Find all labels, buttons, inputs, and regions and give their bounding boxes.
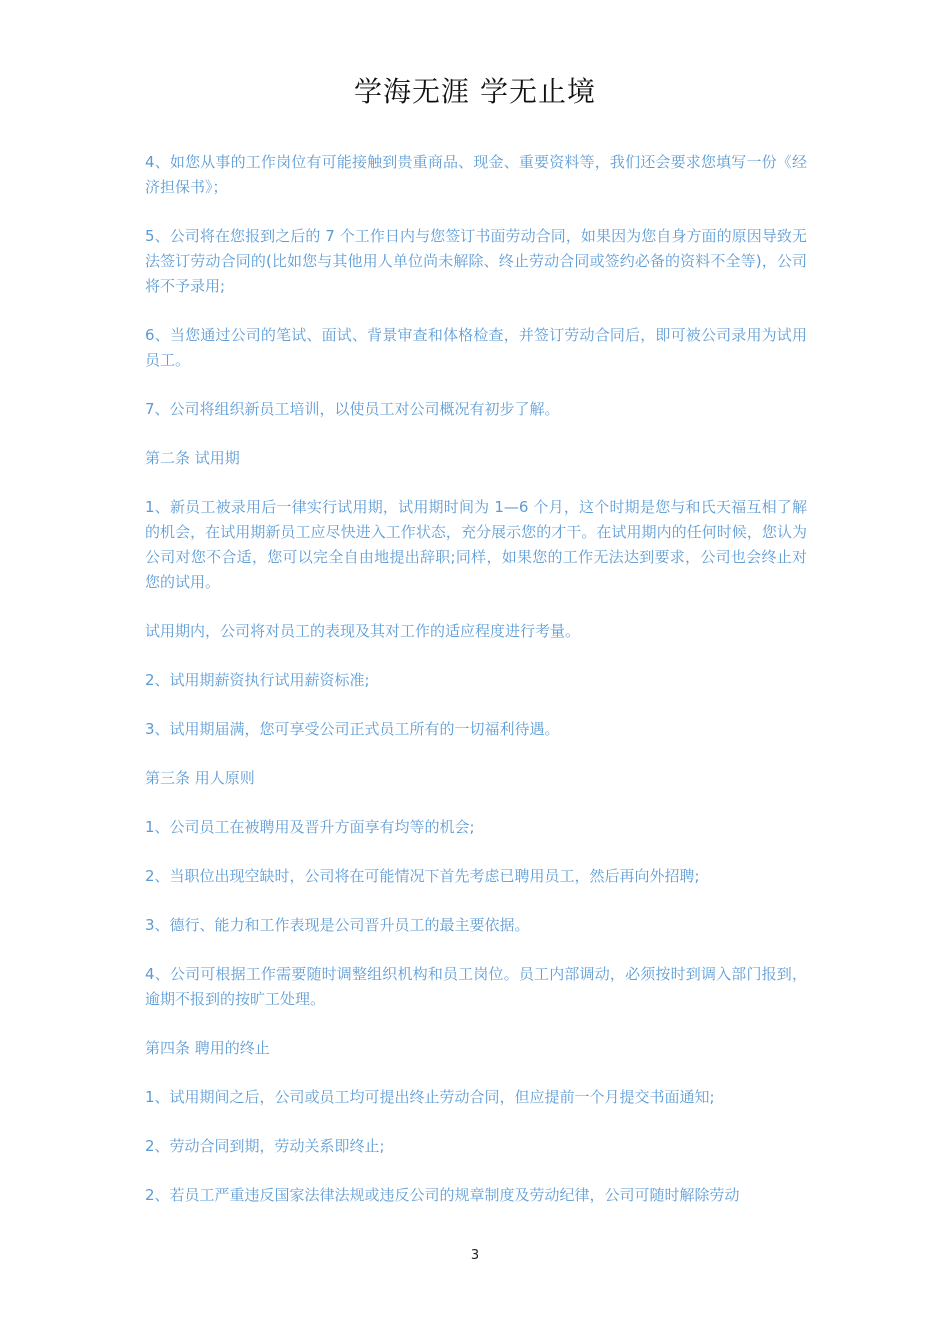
section-heading-termination: 第四条 聘用的终止 <box>145 1039 270 1057</box>
paragraph-probation-2: 2、试用期薪资执行试用薪资标准; <box>145 671 370 689</box>
document-body <box>145 150 807 1232</box>
paragraph-termination-2: 2、劳动合同到期，劳动关系即终止; <box>145 1137 385 1155</box>
section-heading-employment-principles: 第三条 用人原则 <box>145 769 255 787</box>
paragraph-probation-3: 3、试用期届满，您可享受公司正式员工所有的一切福利待遇。 <box>145 720 560 738</box>
page-number: 3 <box>470 1248 480 1263</box>
paragraph-termination-3: 2、若员工严重违反国家法律法规或违反公司的规章制度及劳动纪律，公司可随时解除劳动 <box>145 1186 740 1204</box>
paragraph-principles-3: 3、德行、能力和工作表现是公司晋升员工的最主要依据。 <box>145 916 530 934</box>
paragraph-item-7-training: 7、公司将组织新员工培训，以使员工对公司概况有初步了解。 <box>145 400 560 418</box>
section-heading-probation: 第二条 试用期 <box>145 449 240 467</box>
paragraph-termination-1: 1、试用期间之后，公司或员工均可提出终止劳动合同，但应提前一个月提交书面通知; <box>145 1088 715 1106</box>
paragraph-principles-4: 4、公司可根据工作需要随时调整组织机构和员工岗位。员工内部调动，必须按时到调入部门报到，逾期不报到的按旷工处理。 <box>145 965 807 1008</box>
paragraph-item-5-contract: 5、公司将在您报到之后的 7 个工作日内与您签订书面劳动合同，如果因为您自身方面的原因导致无法签订劳动合同的(比如您与其他用人单位尚未解除、终止劳动合同或签约必备的资料不全等)，公司将不予录用; <box>145 227 807 295</box>
paragraph-principles-2: 2、当职位出现空缺时，公司将在可能情况下首先考虑已聘用员工，然后再向外招聘; <box>145 867 700 885</box>
paragraph-item-4-guarantee: 4、如您从事的工作岗位有可能接触到贵重商品、现金、重要资料等，我们还会要求您填写一份《经济担保书》； <box>145 153 807 196</box>
paragraph-item-6-hiring: 6、当您通过公司的笔试、面试、背景审查和体格检查，并签订劳动合同后，即可被公司录用为试用员工。 <box>145 326 807 369</box>
paragraph-probation-1: 1、新员工被录用后一律实行试用期，试用期时间为 1—6 个月，这个时期是您与和氏天福互相了解的机会，在试用期新员工应尽快进入工作状态，充分展示您的才干。在试用期内的任何时候，您认为公司对您不合适，您可以完全自由地提出辞职;同样，如果您的工作无法达到要求，公司也会终止对您的试用。 <box>145 498 807 591</box>
paragraph-probation-evaluation: 试用期内，公司将对员工的表现及其对工作的适应程度进行考量。 <box>145 622 581 640</box>
paragraph-principles-1: 1、公司员工在被聘用及晋升方面享有均等的机会; <box>145 818 475 836</box>
page-header-title: 学海无涯 学无止境 <box>354 75 596 108</box>
